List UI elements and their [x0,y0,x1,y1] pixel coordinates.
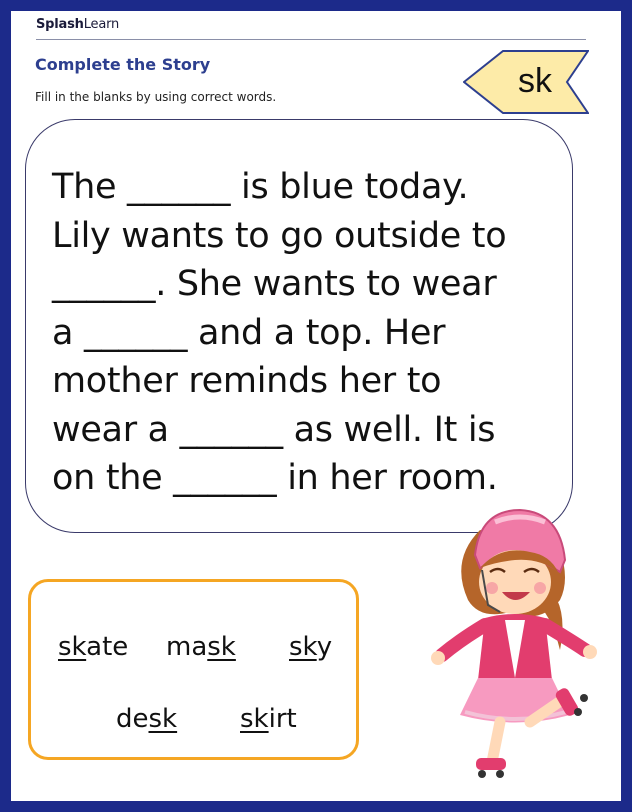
brand-logo [36,17,119,32]
word-blend: sk [240,704,269,734]
word-prefix: ma [166,632,208,662]
worksheet-title: Complete the Story [35,55,211,74]
word-blend: sk [207,632,236,662]
story-line: a ______ and a top. Her [52,312,446,353]
story-line: Lily wants to go outside to [52,215,507,256]
word-suffix: ate [86,632,129,662]
word-mask [166,632,236,662]
word-blend: sk [148,704,178,734]
sk-tag-label: sk [518,62,552,100]
story-line: The ______ is blue today. [52,167,469,207]
brand-name-bold: Splash [36,17,84,32]
story-line: mother reminds her to [52,361,442,401]
story-line: on the ______ in her room. [52,458,498,498]
story-line: wear a ______ as well. It is [52,409,496,450]
word-skirt [240,704,297,734]
brand-name-light: Learn [83,17,120,32]
story-text [52,163,552,503]
word-bank [28,579,359,760]
word-suffix: y [316,632,333,662]
word-desk [116,704,177,734]
skating-girl-illustration [420,500,600,785]
story-line: ______. She wants to wear [52,264,497,304]
worksheet-instructions: Fill in the blanks by using correct words. [35,90,277,104]
word-blend: sk [58,632,87,662]
word-sky [289,632,332,662]
word-prefix: de [116,704,149,734]
word-suffix: irt [268,704,297,734]
header-divider [36,39,586,40]
word-skate [58,632,128,662]
word-blend: sk [289,632,317,662]
